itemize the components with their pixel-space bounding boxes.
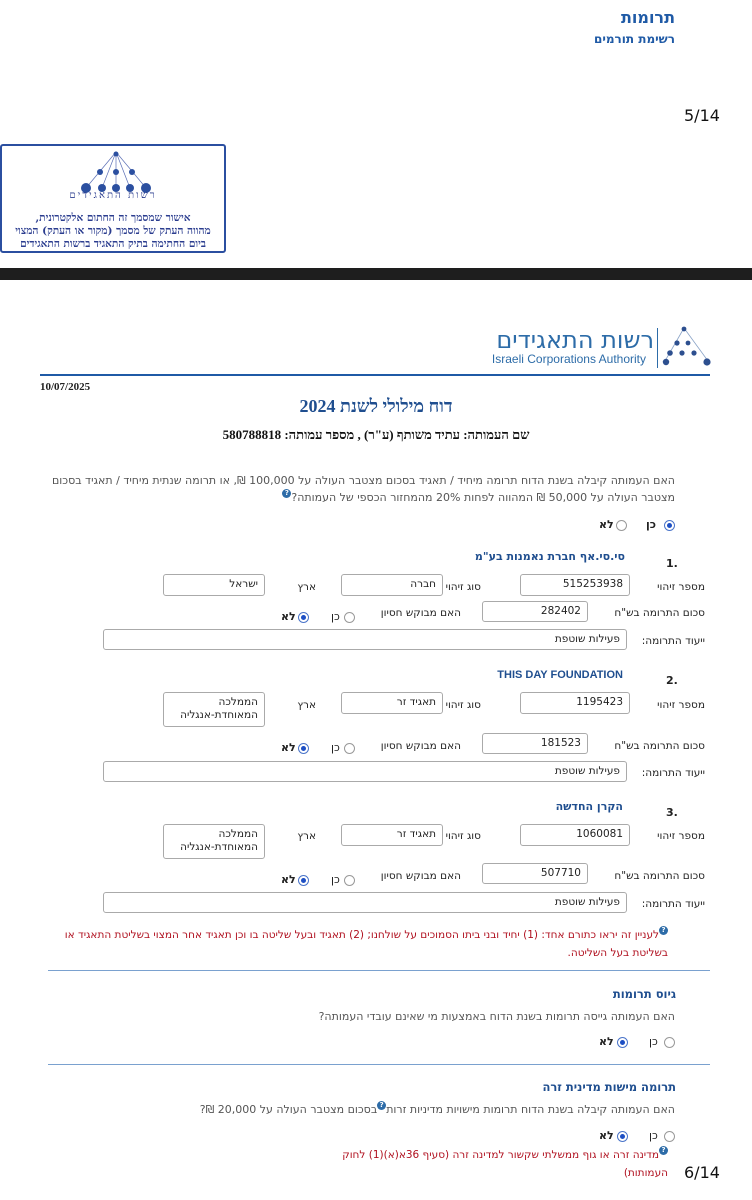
page-number-bottom: 6/14 [684, 1163, 720, 1182]
header-separator [657, 328, 658, 368]
single-donor-note [60, 926, 668, 962]
foreign-entity-yes-radio[interactable] [664, 1131, 675, 1142]
immune-yes-radio[interactable] [344, 743, 355, 754]
id-number-field[interactable]: 515253938 [520, 574, 630, 596]
immune-label: האם מבוקש חסיון [380, 607, 461, 619]
purpose-field[interactable]: פעילות שוטפת [103, 892, 627, 913]
donations-no-label: לא [599, 518, 614, 531]
foreign-entity-no-radio[interactable] [617, 1131, 628, 1142]
foreign-entity-heading: תרומה מישות מדינית זרה [542, 1080, 676, 1094]
fundraising-yes-radio[interactable] [664, 1037, 675, 1048]
foreign-entity-definition [300, 1146, 668, 1182]
id-type-field[interactable]: תאגיד זר [341, 692, 443, 714]
report-subtitle: שם העמותה: עתיד משותף (ע"ר) , מספר עמותה: 580788818 [222, 427, 530, 442]
authority-logo-icon [80, 150, 152, 194]
donations-yes-label: כן [646, 518, 657, 531]
authority-stamp [0, 144, 226, 253]
foreign-entity-yes-label: כן [649, 1129, 658, 1142]
country-label: ארץ [297, 830, 316, 842]
id-type-label: סוג זיהוי [445, 581, 481, 593]
help-icon[interactable]: ? [659, 926, 668, 935]
amount-field[interactable]: 181523 [482, 733, 588, 754]
amount-field[interactable]: 507710 [482, 863, 588, 884]
fundraising-yes-label: כן [649, 1035, 658, 1048]
donor-number: 3. [666, 806, 678, 819]
report-title: דוח מילולי לשנת 2024 [299, 396, 453, 416]
immune-no-radio[interactable] [298, 875, 309, 886]
stamp-line: ביום החתימה בתיק התאגיד ברשות התאגידים [20, 238, 206, 250]
amount-label: סכום התרומה בש"ח [614, 740, 705, 752]
single-donor-note-text: לעניין זה יראו כתורם אחד: (1) יחיד ובני ביתו הסמוכים על שולחנו; (2) תאגיד ובעל שליטה בו וכן תאגיד אחר המצוי בשליטת התאגיד או בשליטת בעל השליטה. [64, 929, 668, 959]
purpose-label: ייעוד התרומה: [641, 898, 705, 910]
purpose-label: ייעוד התרומה: [641, 767, 705, 779]
stamp-logo-text: רשות התאגידים [69, 190, 157, 201]
section-divider [48, 1064, 710, 1065]
country-field[interactable]: ישראל [163, 574, 265, 596]
id-number-field[interactable]: 1195423 [520, 692, 630, 714]
immune-no-label: לא [281, 873, 296, 886]
immune-yes-label: כן [331, 741, 340, 754]
id-number-label: מספר זיהוי [657, 830, 705, 842]
immune-yes-radio[interactable] [344, 612, 355, 623]
fundraising-no-radio[interactable] [617, 1037, 628, 1048]
stamp-line: אישור שמסמך זה החתום אלקטרונית, [35, 212, 191, 224]
id-number-label: מספר זיהוי [657, 699, 705, 711]
help-icon[interactable]: ? [282, 489, 291, 498]
immune-yes-label: כן [331, 873, 340, 886]
id-type-label: סוג זיהוי [445, 699, 481, 711]
foreign-entity-definition-text: מדינה זרה או גוף ממשלתי שקשור למדינה זרה (סעיף 36א(א)(1) לחוק העמותות) [342, 1149, 668, 1179]
immune-yes-radio[interactable] [344, 875, 355, 886]
immune-yes-label: כן [331, 610, 340, 623]
id-type-field[interactable]: חברה [341, 574, 443, 596]
donor-number: 1. [666, 557, 678, 570]
donations-question [50, 472, 675, 506]
org-name-english: Israeli Corporations Authority [491, 352, 646, 366]
purpose-field[interactable]: פעילות שוטפת [103, 761, 627, 782]
amount-field[interactable]: 282402 [482, 601, 588, 622]
immune-no-label: לא [281, 610, 296, 623]
fundraising-question: האם העמותה גייסה תרומות בשנת הדוח באמצעות מי שאינם עובדי העמותה? [318, 1010, 675, 1023]
foreign-entity-question [50, 1101, 675, 1118]
donor-name: הקרן החדשה [555, 800, 623, 813]
report-date: 10/07/2025 [40, 381, 91, 393]
immune-no-radio[interactable] [298, 743, 309, 754]
fundraising-heading: גיוס תרומות [612, 987, 676, 1001]
id-number-field[interactable]: 1060081 [520, 824, 630, 846]
purpose-field[interactable]: פעילות שוטפת [103, 629, 627, 650]
amount-label: סכום התרומה בש"ח [614, 607, 705, 619]
foreign-entity-question-part1: האם העמותה קיבלה בשנת הדוח תרומות מישויות מדיניות זרות [386, 1103, 675, 1116]
authority-logo-icon [662, 325, 712, 369]
country-field[interactable]: הממלכה המאוחדת-אנגליה [163, 692, 265, 727]
donor-number: 2. [666, 674, 678, 687]
help-icon[interactable]: ? [659, 1146, 668, 1155]
help-icon[interactable]: ? [377, 1101, 386, 1110]
foreign-entity-question-part2: בסכום מצטבר העולה על 20,000 ₪? [199, 1103, 378, 1116]
page-section-subtitle: רשימת תורמים [593, 32, 675, 46]
foreign-entity-no-label: לא [599, 1129, 614, 1142]
immune-no-radio[interactable] [298, 612, 309, 623]
id-number-label: מספר זיהוי [657, 581, 705, 593]
page-section-title: תרומות [620, 8, 675, 27]
header-rule [40, 374, 710, 376]
immune-label: האם מבוקש חסיון [380, 740, 461, 752]
amount-label: סכום התרומה בש"ח [614, 870, 705, 882]
id-type-label: סוג זיהוי [445, 830, 481, 842]
page-number-top: 5/14 [684, 106, 720, 125]
immune-label: האם מבוקש חסיון [380, 870, 461, 882]
stamp-line: מהווה העתק של מסמך (מקור או העתק) המצוי [15, 225, 211, 237]
donor-name: סי.סי.אף חברת נאמנות בע"מ [474, 550, 625, 563]
donor-name: THIS DAY FOUNDATION [497, 669, 623, 681]
purpose-label: ייעוד התרומה: [641, 635, 705, 647]
donations-question-text: האם העמותה קיבלה בשנת הדוח תרומה מיחיד / תאגיד בסכום מצטבר העולה על 100,000 ₪, או תרומה שנתית מיחיד / תאגיד בסכום מצטבר העולה על 50,000 ₪ המהווה לפחות 20% מהמחזור הכספי של העמותה? [51, 474, 675, 504]
donations-yes-radio[interactable] [664, 520, 675, 531]
page-divider [0, 268, 752, 280]
org-name-hebrew: רשות התאגידים [496, 326, 654, 354]
country-field[interactable]: הממלכה המאוחדת-אנגליה [163, 824, 265, 859]
stamp-text [4, 212, 222, 251]
id-type-field[interactable]: תאגיד זר [341, 824, 443, 846]
fundraising-no-label: לא [599, 1035, 614, 1048]
donations-no-radio[interactable] [616, 520, 627, 531]
country-label: ארץ [297, 581, 316, 593]
section-divider [48, 970, 710, 971]
country-label: ארץ [297, 699, 316, 711]
immune-no-label: לא [281, 741, 296, 754]
